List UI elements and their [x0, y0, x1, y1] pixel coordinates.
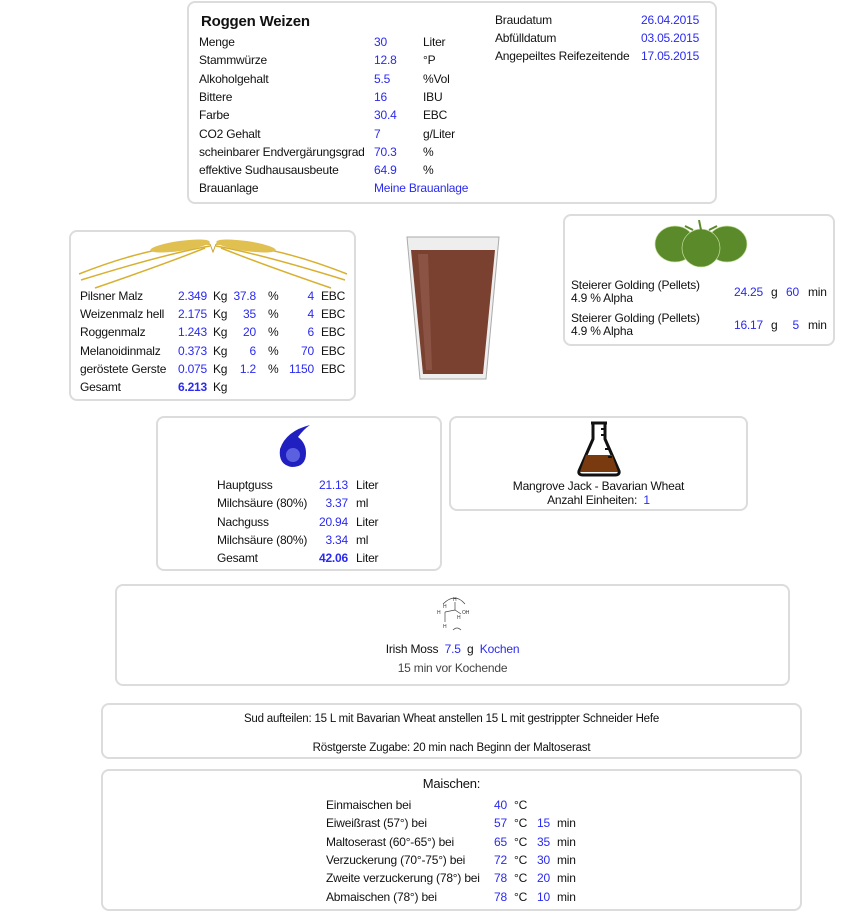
additive-unit: g	[467, 642, 474, 656]
malt-ebc: 70	[301, 343, 314, 358]
svg-text:H: H	[453, 597, 457, 603]
param-unit: IBU	[423, 89, 443, 104]
wheat-icon	[75, 234, 351, 292]
malt-percent: 37.8	[233, 289, 256, 303]
param-label: Stammwürze	[199, 53, 268, 68]
param-value: 30.4	[374, 108, 397, 123]
param-unit: EBC	[423, 108, 448, 123]
mash-step-temp: 57	[494, 816, 507, 831]
mash-temp-unit: °C	[514, 871, 528, 886]
malt-weight-unit: Kg	[213, 307, 228, 322]
mash-step-label: Maltoserast (60°-65°) bei	[326, 834, 454, 849]
malt-percent: 1.2	[239, 361, 256, 376]
param-value: 64.9	[374, 163, 397, 178]
malt-ebc-unit: EBC	[321, 307, 346, 322]
svg-text:H: H	[443, 604, 447, 610]
param-label: Brauanlage	[199, 181, 259, 196]
water-label: Nachguss	[217, 514, 269, 529]
yeast-panel	[449, 416, 748, 511]
hop-time-unit: min	[808, 285, 827, 299]
malt-panel	[69, 230, 356, 401]
mash-step-label: Eiweißrast (57°) bei	[326, 816, 427, 831]
malt-weight-unit: Kg	[213, 343, 228, 358]
water-panel	[156, 416, 442, 571]
hops-panel	[563, 214, 835, 346]
date-label: Angepeiltes Reifezeitende	[495, 49, 630, 63]
param-value: 16	[374, 89, 387, 104]
additive-name: Irish Moss	[385, 642, 439, 656]
param-value: 7	[374, 126, 381, 141]
malt-name: Melanoidinmalz	[80, 343, 161, 358]
param-label: CO2 Gehalt	[199, 126, 261, 141]
mash-time-unit: min	[557, 834, 576, 849]
malt-ebc: 4	[307, 307, 314, 322]
water-label: Milchsäure (80%)	[217, 496, 308, 511]
additive-timing: 15 min vor Kochende	[397, 661, 508, 675]
param-unit: %	[423, 163, 434, 178]
hop-amount-unit: g	[771, 318, 778, 332]
param-value: 30	[374, 35, 387, 49]
water-value: 3.37	[325, 496, 348, 511]
recipe-title: Roggen Weizen	[201, 13, 310, 30]
param-label: Alkoholgehalt	[199, 71, 269, 86]
mash-temp-unit: °C	[514, 798, 528, 812]
yeast-count-value: 1	[643, 493, 650, 507]
water-total-unit: Liter	[356, 551, 379, 566]
mash-step-time: 15	[537, 816, 550, 831]
malt-weight: 0.373	[177, 343, 207, 358]
param-unit: Liter	[423, 35, 446, 49]
mash-step-temp: 78	[494, 871, 507, 886]
beer-glass-icon	[404, 234, 502, 382]
malt-percent-unit: %	[268, 325, 279, 340]
hop-amount: 16.17	[733, 318, 763, 332]
malt-percent: 35	[243, 307, 256, 322]
param-label: Farbe	[199, 108, 230, 123]
param-label: Bittere	[199, 89, 233, 104]
svg-text:H: H	[457, 615, 461, 621]
hop-amount-unit: g	[771, 285, 778, 299]
param-value: 5.5	[374, 71, 391, 86]
additive-row	[117, 642, 788, 656]
molecule-icon	[435, 594, 475, 632]
hop-time-unit: min	[808, 318, 827, 332]
svg-text:H: H	[437, 610, 441, 616]
param-label: scheinbarer Endvergärungsgrad	[199, 144, 365, 159]
recipe-overview-panel	[187, 1, 717, 204]
mash-step-temp: 40	[494, 798, 507, 812]
additive-panel	[115, 584, 790, 686]
mash-step-time: 30	[537, 852, 550, 867]
malt-name: Roggenmalz	[80, 325, 146, 340]
malt-weight-unit: Kg	[213, 325, 228, 340]
malt-total-value: 6.213	[177, 380, 207, 394]
malt-percent: 20	[243, 325, 256, 340]
mash-time-unit: min	[557, 816, 576, 831]
hop-alpha: 4.9 % Alpha	[571, 324, 633, 338]
water-unit: Liter	[356, 478, 379, 492]
param-label: effektive Sudhausausbeute	[199, 163, 339, 178]
mash-step-time: 20	[537, 871, 550, 886]
mash-time-unit: min	[557, 852, 576, 867]
date-value: 17.05.2015	[641, 49, 700, 63]
water-label: Hauptguss	[217, 478, 273, 492]
mash-step-label: Abmaischen (78°) bei	[326, 889, 437, 904]
date-label: Abfülldatum	[495, 31, 557, 45]
date-value: 26.04.2015	[641, 13, 700, 27]
water-value: 3.34	[325, 532, 348, 547]
note-line: Sud aufteilen: 15 L mit Bavarian Wheat anstellen 15 L mit gestrippter Schneider Hefe	[243, 713, 660, 725]
malt-weight: 1.243	[177, 325, 207, 340]
additive-phase: Kochen	[479, 642, 520, 656]
water-total-value: 42.06	[318, 551, 348, 566]
malt-name: Pilsner Malz	[80, 289, 143, 303]
water-value: 20.94	[318, 514, 348, 529]
malt-percent-unit: %	[268, 289, 279, 303]
malt-ebc-unit: EBC	[321, 325, 346, 340]
malt-percent-unit: %	[268, 343, 279, 358]
param-unit: °P	[423, 53, 436, 68]
hop-alpha: 4.9 % Alpha	[571, 291, 633, 305]
hop-name: Steierer Golding (Pellets)	[571, 278, 700, 292]
param-value: 12.8	[374, 53, 397, 68]
yeast-count-row	[451, 493, 746, 507]
svg-text:H: H	[443, 624, 447, 630]
date-value: 03.05.2015	[641, 31, 700, 45]
malt-ebc: 6	[307, 325, 314, 340]
flask-icon	[576, 421, 622, 477]
mash-time-unit: min	[557, 871, 576, 886]
param-label: Menge	[199, 35, 235, 49]
malt-ebc: 1150	[288, 361, 314, 376]
mash-temp-unit: °C	[514, 889, 528, 904]
yeast-name: Mangrove Jack - Bavarian Wheat	[512, 479, 685, 493]
water-unit: Liter	[356, 514, 379, 529]
malt-percent: 6	[249, 343, 256, 358]
notes-panel	[101, 703, 802, 759]
mash-step-temp: 72	[494, 852, 507, 867]
mash-time-unit: min	[557, 889, 576, 904]
hop-time: 5	[792, 318, 799, 332]
mash-temp-unit: °C	[514, 852, 528, 867]
malt-total-unit: Kg	[213, 380, 228, 394]
hops-icon	[653, 220, 749, 268]
mash-step-temp: 78	[494, 889, 507, 904]
hop-amount: 24.25	[733, 285, 763, 299]
water-unit: ml	[356, 496, 369, 511]
malt-name: geröstete Gerste	[80, 361, 167, 376]
hop-time: 60	[786, 285, 799, 299]
malt-ebc-unit: EBC	[321, 361, 346, 376]
malt-weight-unit: Kg	[213, 361, 228, 376]
mash-title: Maischen:	[422, 776, 481, 791]
param-unit: %	[423, 144, 434, 159]
malt-percent-unit: %	[268, 361, 279, 376]
note-line: Röstgerste Zugabe: 20 min nach Beginn der Maltoserast	[312, 742, 591, 754]
malt-percent-unit: %	[268, 307, 279, 322]
water-unit: ml	[356, 532, 369, 547]
mash-step-label: Verzuckerung (70°-75°) bei	[326, 852, 466, 867]
param-unit: g/Liter	[423, 126, 455, 141]
malt-total-label: Gesamt	[80, 380, 121, 394]
additive-amount: 7.5	[444, 642, 461, 656]
mash-temp-unit: °C	[514, 834, 528, 849]
malt-ebc-unit: EBC	[321, 289, 346, 303]
yeast-count-label: Anzahl Einheiten:	[547, 493, 638, 507]
param-value: 70.3	[374, 144, 397, 159]
param-value: Meine Brauanlage	[374, 181, 469, 196]
water-label: Milchsäure (80%)	[217, 532, 308, 547]
malt-name: Weizenmalz hell	[80, 307, 165, 322]
malt-ebc-unit: EBC	[321, 343, 346, 358]
mash-step-label: Zweite verzuckerung (78°) bei	[326, 871, 480, 886]
hop-name: Steierer Golding (Pellets)	[571, 311, 700, 325]
mash-step-time: 35	[537, 834, 550, 849]
water-total-label: Gesamt	[217, 551, 258, 566]
svg-text:OH: OH	[462, 610, 470, 616]
malt-weight: 2.349	[177, 289, 207, 303]
malt-ebc: 4	[307, 289, 314, 303]
mash-temp-unit: °C	[514, 816, 528, 831]
malt-weight: 0.075	[177, 361, 207, 376]
mash-step-temp: 65	[494, 834, 507, 849]
water-value: 21.13	[318, 478, 348, 492]
param-unit: %Vol	[423, 71, 450, 86]
mash-step-time: 10	[537, 889, 550, 904]
mash-panel	[101, 769, 802, 911]
mash-step-label: Einmaischen bei	[326, 798, 412, 812]
malt-weight-unit: Kg	[213, 289, 228, 303]
malt-weight: 2.175	[177, 307, 207, 322]
date-label: Braudatum	[495, 13, 552, 27]
water-drop-icon	[276, 423, 312, 469]
